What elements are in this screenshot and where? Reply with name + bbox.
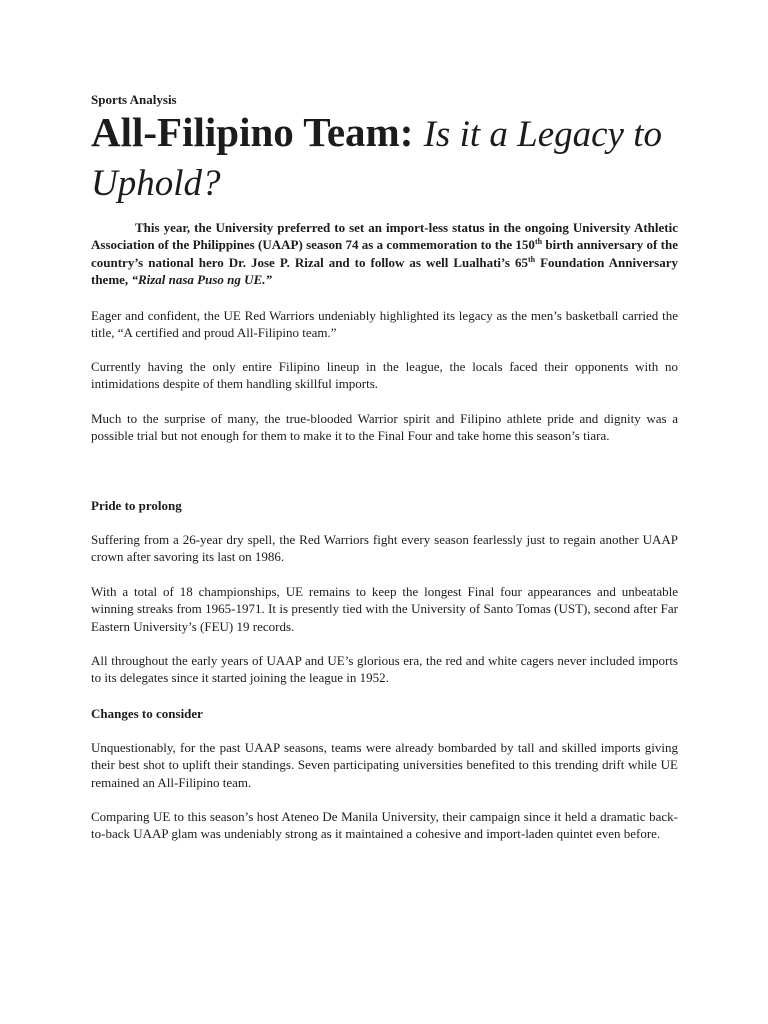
body-paragraph: Much to the surprise of many, the true-blooded Warrior spirit and Filipino athlete pride and dignity was a possible trial but not enough for them to make it to the Final Four and take home this season’s tiara. bbox=[91, 411, 678, 444]
lead-text-2: birth anniversary of the country’s national hero Dr. Jose P. Rizal and to follow as well Lualhati’s 65 bbox=[91, 237, 679, 270]
body-paragraph: With a total of 18 championships, UE remains to keep the longest Final four appearances and unbeatable winning streaks from 1965-1971. It is presently tied with the University of Santo Tomas (UST), second after Far Eastern University’s (FEU) 19 records. bbox=[91, 584, 678, 634]
lead-text-1: This year, the University preferred to set an import-less status in the ongoing University Athletic Association of the Philippines (UAAP) season 74 as a commemoration to the 150 bbox=[91, 220, 678, 253]
subheading-pride-to-prolong: Pride to prolong bbox=[91, 498, 182, 513]
body-paragraph: Currently having the only entire Filipino lineup in the league, the locals faced their opponents with no intimidations despite of them handling skillful imports. bbox=[91, 359, 678, 392]
anniversary-theme: “Rizal nasa Puso ng UE.” bbox=[131, 271, 272, 287]
body-paragraph: Eager and confident, the UE Red Warriors undeniably highlighted its legacy as the men’s basketball carried the title, “A certified and proud All-Filipino team.” bbox=[91, 308, 678, 341]
ordinal-suffix-2: th bbox=[527, 254, 536, 264]
body-paragraph: Comparing UE to this season’s host Ateneo De Manila University, their campaign since it held a dramatic back-to-back UAAP glam was undeniably strong as it maintained a cohesive and import-laden quintet even before. bbox=[91, 809, 678, 842]
lead-paragraph bbox=[91, 219, 678, 288]
headline-main: All-Filipino Team: bbox=[91, 109, 414, 155]
body-paragraph: Suffering from a 26-year dry spell, the Red Warriors fight every season fearlessly just to regain another UAAP crown after savoring its last on 1986. bbox=[91, 532, 678, 565]
lead-text-3: Foundation Anniversary theme, bbox=[91, 254, 678, 287]
body-paragraph: Unquestionably, for the past UAAP seasons, teams were already bombarded by tall and skilled imports giving their best shot to uplift their standings. Seven participating universities benefited to this trending drift while UE remained an All-Filipino team. bbox=[91, 740, 678, 790]
ordinal-suffix-1: th bbox=[534, 237, 543, 247]
headline bbox=[91, 109, 678, 207]
headline-sub: Is it a Legacy to Uphold? bbox=[91, 114, 663, 204]
section-label: Sports Analysis bbox=[91, 92, 177, 107]
body-paragraph: All throughout the early years of UAAP and UE’s glorious era, the red and white cagers never included imports to its delegates since it started joining the league in 1952. bbox=[91, 653, 678, 686]
subheading-changes-to-consider: Changes to consider bbox=[91, 706, 203, 721]
